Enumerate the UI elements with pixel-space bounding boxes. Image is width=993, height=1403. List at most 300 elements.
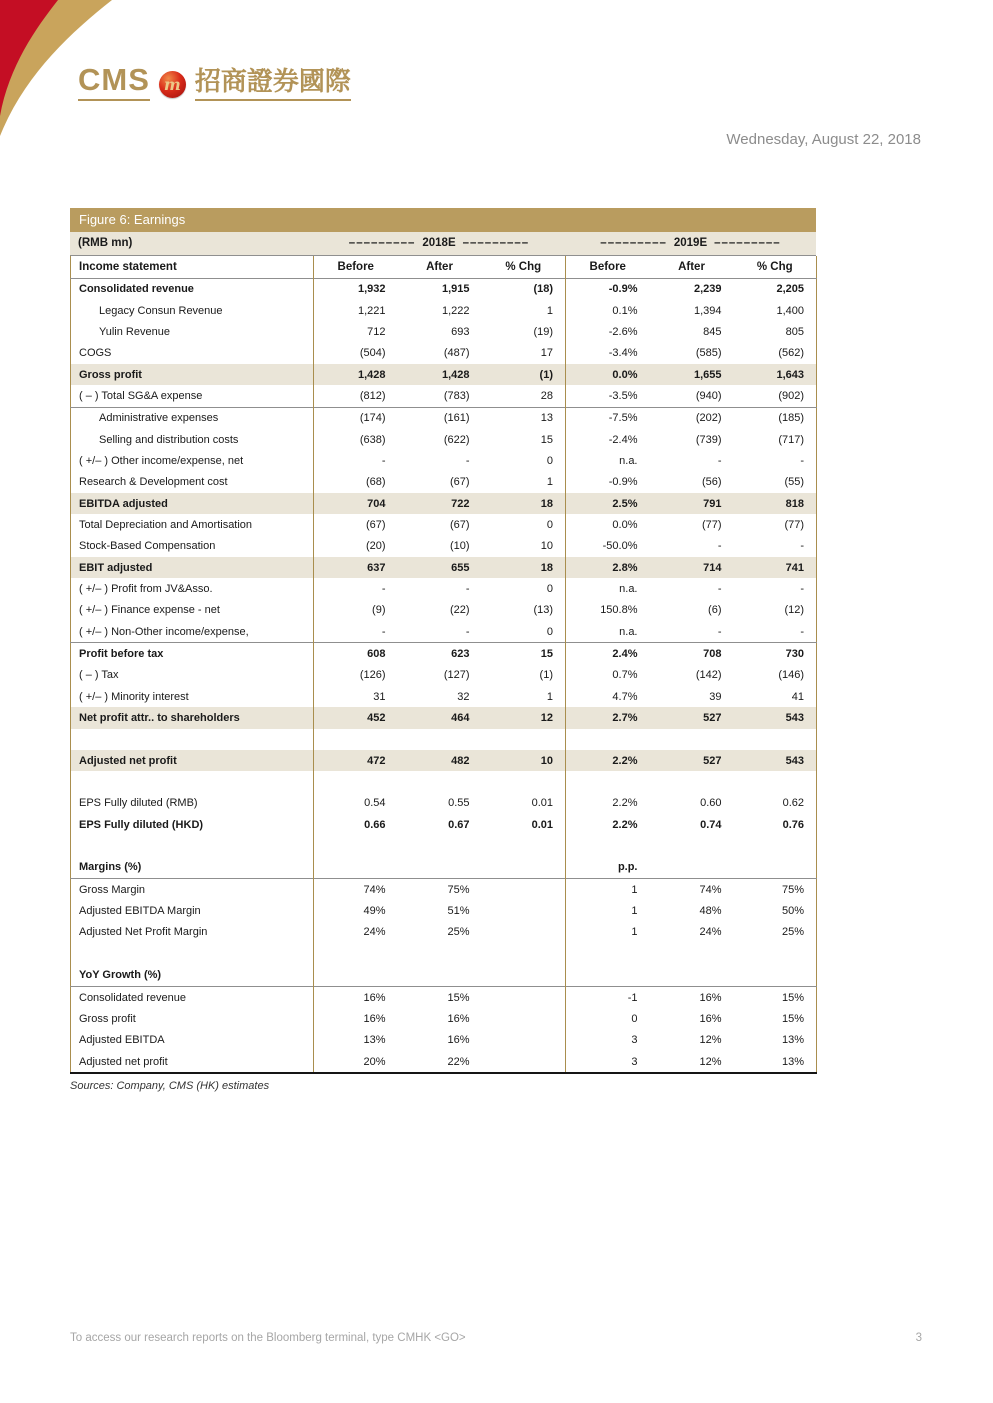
- year-label-2018e: 2018E: [422, 237, 456, 249]
- col-header-income-statement: Income statement: [79, 260, 177, 273]
- cell-value: 704: [314, 493, 398, 514]
- cell-value: 2.5%: [566, 493, 650, 514]
- cell-value: n.a.: [566, 621, 650, 643]
- cell-value: 150.8%: [566, 600, 650, 621]
- cell-value: (504): [314, 343, 398, 364]
- table-row: [71, 557, 817, 578]
- cell-value: 1: [546, 304, 553, 317]
- cell-value: [314, 857, 398, 879]
- cms-badge-icon: [159, 71, 186, 98]
- cell-value: 18: [540, 561, 553, 574]
- table-row: [71, 364, 817, 385]
- cell-value: (67): [314, 514, 398, 535]
- cell-value: (202): [695, 412, 722, 425]
- cell-value: [566, 729, 650, 750]
- cms-badge-letter: m: [163, 74, 181, 94]
- table-row: [71, 300, 817, 321]
- cell-value: (56): [701, 476, 722, 489]
- year-group-2018e: [313, 232, 565, 255]
- cell-value: 472: [314, 750, 398, 771]
- cell-value: 741: [785, 561, 804, 574]
- cell-value: 74%: [699, 883, 722, 896]
- cell-value: 13%: [314, 1030, 398, 1051]
- cell-value: 2.7%: [566, 707, 650, 728]
- cell-value: (22): [449, 604, 470, 617]
- cell-value: -: [314, 578, 398, 599]
- table-row: [71, 943, 817, 964]
- cell-value: 805: [785, 325, 804, 338]
- cell-value: -0.9%: [566, 472, 650, 493]
- cell-value: (1): [539, 669, 553, 682]
- cell-value: 50%: [781, 905, 804, 918]
- cell-value: 1,221: [314, 300, 398, 321]
- cell-value: (6): [708, 604, 722, 617]
- row-label: Gross profit: [79, 368, 142, 381]
- cell-value: (161): [443, 412, 470, 425]
- brand-chinese-name: 招商證券國際: [195, 69, 351, 101]
- table-row: [71, 686, 817, 707]
- cell-value: 0: [566, 1008, 650, 1029]
- cell-value: 48%: [699, 905, 722, 918]
- cell-value: (12): [784, 604, 804, 617]
- year-label-2019e: 2019E: [673, 237, 708, 249]
- cell-value: (18): [533, 283, 553, 296]
- cell-value: 15%: [447, 991, 470, 1004]
- table-row: [71, 879, 817, 901]
- cell-value: 2.2%: [566, 793, 650, 814]
- table-row: [71, 536, 817, 557]
- col-header-chg-2019: % Chg: [756, 260, 793, 273]
- table-row: [71, 857, 817, 879]
- figure-6-earnings: [70, 208, 816, 1092]
- cell-value: [314, 771, 398, 792]
- row-label: EPS Fully diluted (HKD): [79, 818, 204, 831]
- table-row: [71, 407, 817, 429]
- cell-value: 1: [566, 879, 650, 901]
- row-label: YoY Growth (%): [79, 969, 162, 982]
- cell-value: (812): [314, 385, 398, 407]
- row-label: Gross Margin: [79, 883, 146, 896]
- table-row: [71, 385, 817, 407]
- cell-value: [482, 900, 566, 921]
- table-row: [71, 814, 817, 835]
- cell-value: [734, 857, 817, 879]
- row-label: Adjusted EBITDA: [79, 1034, 165, 1047]
- source-note: Sources: Company, CMS (HK) estimates: [70, 1080, 270, 1093]
- cell-value: 0: [546, 582, 553, 595]
- cell-value: [482, 1008, 566, 1029]
- table-row: [71, 578, 817, 599]
- cell-value: [566, 943, 650, 964]
- cell-value: -: [717, 454, 722, 467]
- row-label: Stock-Based Compensation: [79, 540, 216, 553]
- cell-value: 1: [566, 922, 650, 943]
- cell-value: 1: [546, 476, 553, 489]
- table-row: [71, 1008, 817, 1029]
- cell-value: (77): [784, 518, 804, 531]
- cell-value: 0.67: [448, 818, 470, 831]
- cell-value: 32: [457, 690, 470, 703]
- cell-value: 16%: [699, 991, 722, 1004]
- cell-value: 74%: [314, 879, 398, 901]
- cell-value: (20): [314, 536, 398, 557]
- cell-value: (1): [539, 368, 553, 381]
- cell-value: 708: [703, 648, 722, 661]
- cell-value: 0.7%: [566, 665, 650, 686]
- cell-value: 655: [451, 561, 470, 574]
- cell-value: [650, 835, 734, 856]
- cell-value: (77): [701, 518, 722, 531]
- row-label: Legacy Consun Revenue: [99, 304, 223, 317]
- cell-value: [398, 771, 482, 792]
- table-row: [71, 707, 817, 728]
- cell-value: 2.2%: [566, 750, 650, 771]
- cell-value: -3.4%: [566, 343, 650, 364]
- row-label: ( – ) Total SG&A expense: [79, 389, 203, 402]
- cell-value: 16%: [447, 1012, 470, 1025]
- cell-value: 75%: [781, 883, 804, 896]
- cell-value: [566, 965, 650, 987]
- cell-value: 1: [566, 900, 650, 921]
- cell-value: [482, 771, 566, 792]
- cell-value: 41: [791, 690, 804, 703]
- table-row: [71, 472, 817, 493]
- cell-value: [314, 965, 398, 987]
- table-row: [71, 621, 817, 643]
- cell-value: 543: [785, 754, 804, 767]
- cell-value: -3.5%: [566, 385, 650, 407]
- row-label: EBITDA adjusted: [79, 497, 168, 510]
- cell-value: 16%: [699, 1012, 722, 1025]
- cell-value: 24%: [314, 922, 398, 943]
- cell-value: 543: [785, 712, 804, 725]
- row-label: Adjusted net profit: [79, 754, 177, 767]
- table-row: [71, 1051, 817, 1073]
- cell-value: (940): [695, 389, 722, 402]
- cell-value: (68): [314, 472, 398, 493]
- col-header-before-2019: Before: [566, 256, 650, 278]
- cell-value: [398, 943, 482, 964]
- row-label: Net profit attr.. to shareholders: [79, 712, 240, 725]
- table-row: [71, 514, 817, 535]
- cell-value: 0: [546, 625, 553, 638]
- cell-value: 1,394: [693, 304, 722, 317]
- table-row: [71, 771, 817, 792]
- cell-value: [314, 943, 398, 964]
- table-row: [71, 665, 817, 686]
- cell-value: -: [717, 625, 722, 638]
- cell-value: -2.6%: [566, 321, 650, 342]
- cell-value: 0: [546, 454, 553, 467]
- cell-value: -: [717, 582, 722, 595]
- cell-value: -: [465, 582, 470, 595]
- cell-value: 16%: [314, 986, 398, 1008]
- cell-value: 0.60: [700, 797, 722, 810]
- table-row: [71, 321, 817, 342]
- cell-value: 3: [566, 1051, 650, 1073]
- cell-value: 714: [703, 561, 722, 574]
- row-label: Adjusted EBITDA Margin: [79, 905, 201, 918]
- report-date: Wednesday, August 22, 2018: [726, 131, 921, 148]
- cell-value: 0.0%: [566, 364, 650, 385]
- cell-value: (126): [314, 665, 398, 686]
- cell-value: 0.66: [314, 814, 398, 835]
- cell-value: (185): [778, 412, 804, 425]
- cell-value: 2.4%: [566, 643, 650, 665]
- cell-value: 2.2%: [566, 814, 650, 835]
- cell-value: 13%: [781, 1034, 804, 1047]
- cell-value: (638): [314, 429, 398, 450]
- cell-value: 818: [785, 497, 804, 510]
- cell-value: 13%: [781, 1055, 804, 1068]
- unit-header-row: [70, 232, 816, 256]
- cell-value: 0.1%: [566, 300, 650, 321]
- row-label: [71, 729, 314, 750]
- cell-value: -2.4%: [566, 429, 650, 450]
- cell-value: 845: [703, 325, 722, 338]
- cell-value: (562): [778, 347, 804, 360]
- cell-value: 22%: [447, 1055, 470, 1068]
- cell-value: 0: [546, 518, 553, 531]
- cell-value: (739): [695, 433, 722, 446]
- row-label: Yulin Revenue: [99, 325, 170, 338]
- dash-left: –––––––––: [600, 237, 667, 249]
- table-row: [71, 278, 817, 300]
- cell-value: 1,932: [314, 278, 398, 300]
- cell-value: [398, 857, 482, 879]
- cell-value: -: [800, 625, 804, 638]
- row-label: Adjusted Net Profit Margin: [79, 926, 208, 939]
- row-label: [71, 835, 314, 856]
- cell-value: [734, 771, 817, 792]
- cell-value: [650, 857, 734, 879]
- cell-value: 2,239: [693, 283, 722, 296]
- cell-value: n.a.: [566, 578, 650, 599]
- table-row: [71, 600, 817, 621]
- col-header-after-2019: After: [678, 260, 705, 273]
- cell-value: 17: [540, 347, 553, 360]
- cell-value: 608: [314, 643, 398, 665]
- unit-label: (RMB mn): [78, 237, 133, 249]
- cell-value: 1,428: [441, 368, 470, 381]
- cell-value: 791: [703, 497, 722, 510]
- cell-value: [314, 835, 398, 856]
- cell-value: 15: [540, 433, 553, 446]
- row-label: [71, 943, 314, 964]
- cell-value: 15: [540, 648, 553, 661]
- cell-value: 15%: [781, 991, 804, 1004]
- cell-value: 527: [703, 712, 722, 725]
- cell-value: 10: [540, 754, 553, 767]
- row-label: [71, 771, 314, 792]
- brand-logo: [78, 64, 351, 101]
- cell-value: 75%: [447, 883, 470, 896]
- cell-value: 39: [709, 690, 722, 703]
- cell-value: 16%: [447, 1034, 470, 1047]
- cell-value: 25%: [781, 926, 804, 939]
- table-row: [71, 643, 817, 665]
- cell-value: (146): [778, 669, 804, 682]
- cell-value: 1,643: [776, 368, 804, 381]
- cell-value: [734, 835, 817, 856]
- cell-value: (622): [443, 433, 470, 446]
- cell-value: 13: [540, 412, 553, 425]
- table-row: [71, 986, 817, 1008]
- cell-value: p.p.: [566, 857, 650, 879]
- cell-value: 712: [314, 321, 398, 342]
- table-row: [71, 965, 817, 987]
- cell-value: [398, 729, 482, 750]
- cell-value: [398, 965, 482, 987]
- cell-value: 0.01: [531, 818, 553, 831]
- row-label: Research & Development cost: [79, 476, 228, 489]
- figure-title: Figure 6: Earnings: [70, 208, 816, 232]
- row-label: Consolidated revenue: [79, 283, 194, 296]
- cell-value: 452: [314, 707, 398, 728]
- dash-right: –––––––––: [462, 237, 530, 249]
- cell-value: 527: [703, 754, 722, 767]
- cell-value: [650, 771, 734, 792]
- row-label: Gross profit: [79, 1012, 136, 1025]
- cell-value: 25%: [447, 926, 470, 939]
- cell-value: -: [314, 621, 398, 643]
- cell-value: (67): [449, 518, 470, 531]
- row-label: ( +/– ) Finance expense - net: [79, 604, 220, 617]
- cell-value: (19): [533, 325, 553, 338]
- cell-value: (127): [443, 669, 470, 682]
- cell-value: 1,915: [441, 283, 470, 296]
- cell-value: -: [800, 540, 804, 553]
- cell-value: 722: [451, 497, 470, 510]
- row-label: EPS Fully diluted (RMB): [79, 797, 198, 810]
- page-number: 3: [915, 1332, 922, 1344]
- table-row: [71, 493, 817, 514]
- row-label: COGS: [79, 347, 112, 360]
- col-header-chg-2018: % Chg: [505, 260, 542, 273]
- cell-value: 0.62: [782, 797, 804, 810]
- cell-value: 2.8%: [566, 557, 650, 578]
- cell-value: [482, 965, 566, 987]
- table-row: [71, 900, 817, 921]
- cell-value: 730: [785, 648, 804, 661]
- cell-value: (55): [784, 476, 804, 489]
- row-label: ( +/– ) Minority interest: [79, 690, 189, 703]
- cell-value: [482, 857, 566, 879]
- cell-value: (67): [449, 476, 470, 489]
- col-header-after-2018: After: [426, 260, 453, 273]
- cell-value: 3: [566, 1030, 650, 1051]
- table-row: [71, 1030, 817, 1051]
- cell-value: 24%: [699, 926, 722, 939]
- row-label: ( +/– ) Profit from JV&Asso.: [79, 582, 213, 595]
- cell-value: -: [717, 540, 722, 553]
- cell-value: 20%: [314, 1051, 398, 1073]
- earnings-table: [70, 256, 817, 1074]
- cell-value: (487): [443, 347, 470, 360]
- table-row: [71, 793, 817, 814]
- cell-value: 1,400: [776, 304, 804, 317]
- cell-value: 4.7%: [566, 686, 650, 707]
- cell-value: 1,222: [441, 304, 470, 317]
- table-row: [71, 835, 817, 856]
- cell-value: 1: [546, 690, 553, 703]
- cell-value: [482, 1051, 566, 1073]
- dash-right: –––––––––: [714, 237, 781, 249]
- table-row: [71, 922, 817, 943]
- cell-value: (585): [695, 347, 722, 360]
- dash-left: –––––––––: [348, 237, 416, 249]
- cell-value: [650, 943, 734, 964]
- cell-value: 31: [314, 686, 398, 707]
- cell-value: -0.9%: [566, 278, 650, 300]
- cell-value: 51%: [447, 905, 470, 918]
- row-label: Margins (%): [79, 861, 142, 874]
- cell-value: 18: [540, 497, 553, 510]
- cell-value: -: [465, 625, 470, 638]
- cell-value: (13): [533, 604, 553, 617]
- cell-value: [734, 965, 817, 987]
- cell-value: (174): [314, 407, 398, 429]
- cell-value: 0.76: [782, 818, 804, 831]
- cell-value: 10: [540, 540, 553, 553]
- row-label: EBIT adjusted: [79, 561, 153, 574]
- cell-value: 12%: [699, 1055, 722, 1068]
- cell-value: -7.5%: [566, 407, 650, 429]
- cell-value: 1,428: [314, 364, 398, 385]
- cell-value: 0.0%: [566, 514, 650, 535]
- cell-value: (9): [314, 600, 398, 621]
- cell-value: (10): [449, 540, 470, 553]
- table-row: [71, 450, 817, 471]
- cell-value: 12: [540, 712, 553, 725]
- cell-value: 623: [451, 648, 470, 661]
- row-label: Consolidated revenue: [79, 991, 187, 1004]
- cell-value: 482: [451, 754, 470, 767]
- cell-value: 0.54: [314, 793, 398, 814]
- cell-value: 28: [540, 389, 553, 402]
- cell-value: (142): [695, 669, 722, 682]
- cell-value: [566, 771, 650, 792]
- cell-value: -: [314, 450, 398, 471]
- table-row: [71, 429, 817, 450]
- col-header-before-2018: Before: [314, 256, 398, 278]
- cell-value: -: [465, 454, 470, 467]
- cms-logo-text: CMS: [78, 64, 150, 101]
- cell-value: [398, 835, 482, 856]
- cell-value: 12%: [699, 1034, 722, 1047]
- table-row: [71, 729, 817, 750]
- row-label: Selling and distribution costs: [99, 433, 239, 446]
- cell-value: (783): [443, 389, 470, 402]
- cell-value: [482, 879, 566, 901]
- cell-value: [482, 1030, 566, 1051]
- row-label: Total Depreciation and Amortisation: [79, 518, 253, 531]
- row-label: ( +/– ) Non-Other income/expense,: [79, 625, 249, 638]
- cell-value: [734, 729, 817, 750]
- cell-value: (717): [778, 433, 804, 446]
- table-row: [71, 750, 817, 771]
- cell-value: [482, 922, 566, 943]
- cell-value: 1,655: [693, 368, 722, 381]
- year-group-2019e: [565, 232, 816, 255]
- cell-value: 0.01: [531, 797, 553, 810]
- cell-value: -: [800, 454, 804, 467]
- cell-value: 0.74: [700, 818, 722, 831]
- cell-value: n.a.: [566, 450, 650, 471]
- row-label: ( – ) Tax: [79, 669, 119, 682]
- cell-value: 693: [451, 325, 470, 338]
- bloomberg-footer-note: To access our research reports on the Bloomberg terminal, type CMHK <GO>: [70, 1332, 466, 1344]
